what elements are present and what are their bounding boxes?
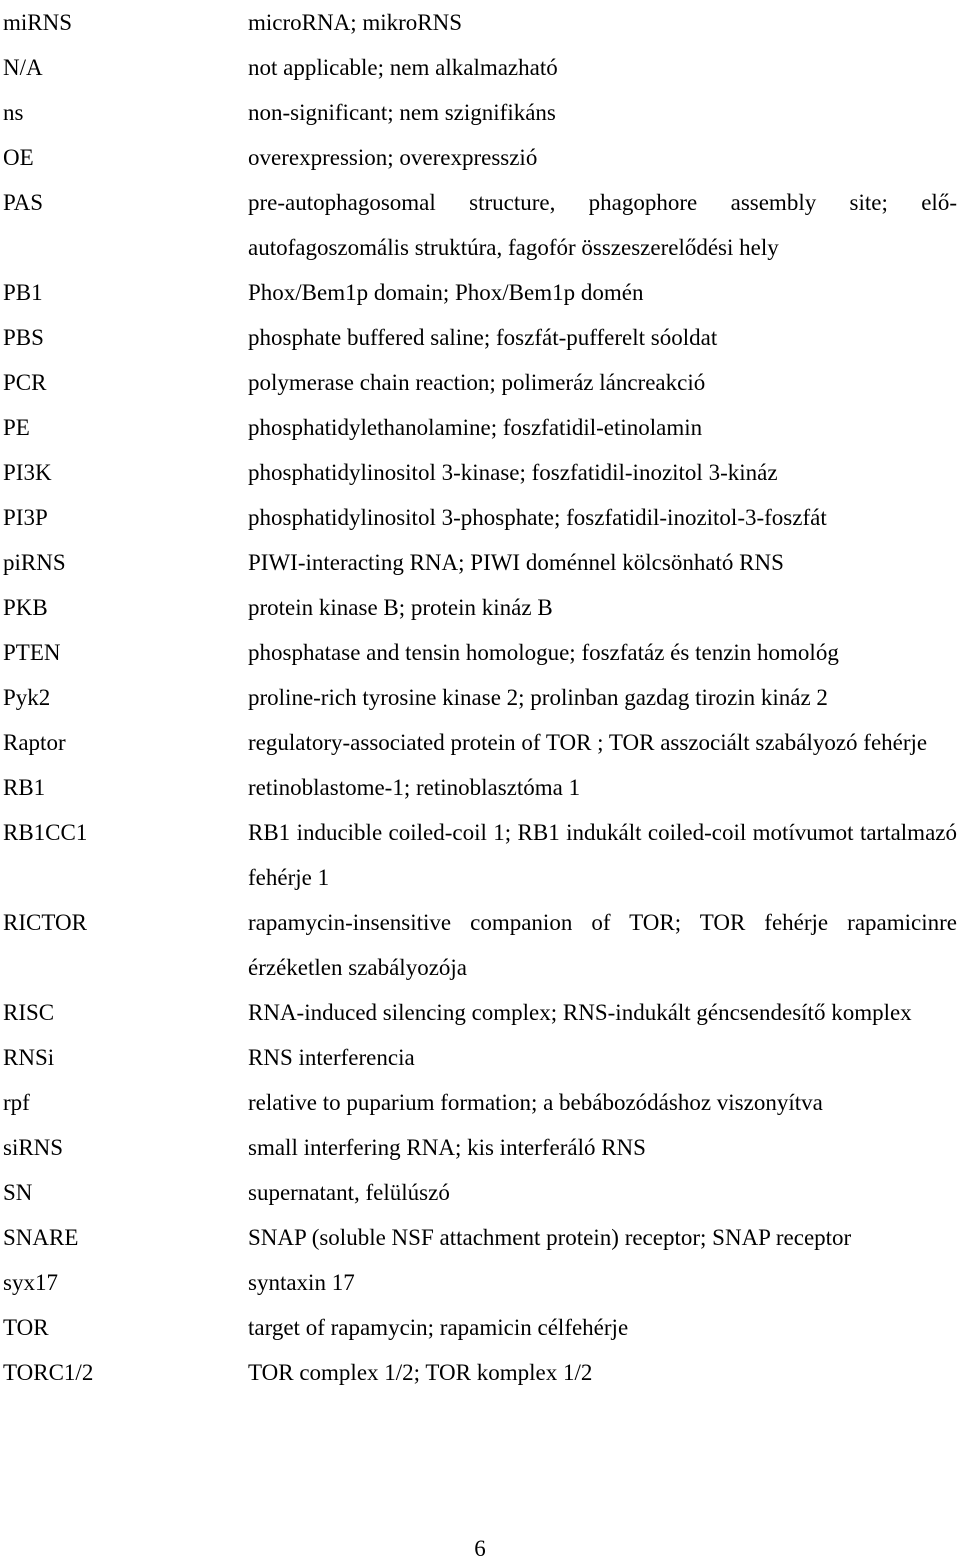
abbreviation: RNSi xyxy=(3,1045,55,1070)
definition: microRNA; mikroRNS xyxy=(248,10,463,35)
abbreviation: piRNS xyxy=(3,550,66,575)
definition: relative to puparium formation; a bebábozódáshoz viszonyítva xyxy=(248,1090,823,1115)
abbreviation: ns xyxy=(3,100,24,125)
list-item xyxy=(0,1035,960,1080)
definition: non-significant; nem szignifikáns xyxy=(248,100,556,125)
list-item xyxy=(0,405,960,450)
definition: RNA-induced silencing complex; RNS-indukált géncsendesítő komplex xyxy=(248,1000,912,1025)
list-item xyxy=(0,675,960,720)
list-item xyxy=(0,810,960,900)
abbreviation: syx17 xyxy=(3,1270,58,1295)
definition: Phox/Bem1p domain; Phox/Bem1p domén xyxy=(248,280,644,305)
definition: not applicable; nem alkalmazható xyxy=(248,55,558,80)
abbreviation: rpf xyxy=(3,1090,30,1115)
abbreviation: OE xyxy=(3,145,34,170)
abbreviation: PB1 xyxy=(3,280,43,305)
abbreviation: TORC1/2 xyxy=(3,1360,94,1385)
definition: phosphatidylinositol 3-phosphate; foszfatidil-inozitol-3-foszfát xyxy=(248,505,827,530)
list-item xyxy=(0,720,960,765)
list-item xyxy=(0,135,960,180)
definition: target of rapamycin; rapamicin célfehérje xyxy=(248,1315,629,1340)
list-item xyxy=(0,1260,960,1305)
abbreviation: RB1CC1 xyxy=(3,820,88,845)
list-item xyxy=(0,450,960,495)
definition: phosphate buffered saline; foszfát-pufferelt sóoldat xyxy=(248,325,718,350)
abbreviation: PAS xyxy=(3,190,44,215)
definition: syntaxin 17 xyxy=(248,1270,355,1295)
list-item xyxy=(0,495,960,540)
definition: phosphatase and tensin homologue; foszfatáz és tenzin homológ xyxy=(248,640,839,665)
list-item xyxy=(0,585,960,630)
definition: polymerase chain reaction; polimeráz láncreakció xyxy=(248,370,706,395)
definition: TOR complex 1/2; TOR komplex 1/2 xyxy=(248,1360,593,1385)
list-item xyxy=(0,1305,960,1350)
abbreviation: TOR xyxy=(3,1315,49,1340)
definition: retinoblastome-1; retinoblasztóma 1 xyxy=(248,775,581,800)
list-item xyxy=(0,180,960,270)
list-item xyxy=(0,1215,960,1260)
list-item xyxy=(0,0,960,45)
abbreviation: PBS xyxy=(3,325,44,350)
abbreviation: RB1 xyxy=(3,775,46,800)
abbreviation: Pyk2 xyxy=(3,685,51,710)
abbreviation: N/A xyxy=(3,55,43,80)
definition: overexpression; overexpresszió xyxy=(248,145,538,170)
list-item xyxy=(0,360,960,405)
abbreviation: PKB xyxy=(3,595,48,620)
abbreviation: miRNS xyxy=(3,10,73,35)
definition: SNAP (soluble NSF attachment protein) receptor; SNAP receptor xyxy=(248,1225,852,1250)
list-item xyxy=(0,1170,960,1215)
definition: phosphatidylinositol 3-kinase; foszfatidil-inozitol 3-kináz xyxy=(248,460,778,485)
abbreviation: RISC xyxy=(3,1000,55,1025)
abbreviation: PI3P xyxy=(3,505,48,530)
list-item xyxy=(0,630,960,675)
list-item xyxy=(0,900,960,990)
list-item xyxy=(0,540,960,585)
list-item xyxy=(0,765,960,810)
list-item xyxy=(0,990,960,1035)
abbreviation: PCR xyxy=(3,370,47,395)
abbreviation: SNARE xyxy=(3,1225,79,1250)
page-number: 6 xyxy=(474,1536,486,1561)
definition: phosphatidylethanolamine; foszfatidil-etinolamin xyxy=(248,415,703,440)
definition: proline-rich tyrosine kinase 2; prolinban gazdag tirozin kináz 2 xyxy=(248,685,828,710)
list-item xyxy=(0,1350,960,1395)
abbreviation: PE xyxy=(3,415,30,440)
list-item xyxy=(0,90,960,135)
list-item xyxy=(0,1125,960,1170)
list-item xyxy=(0,270,960,315)
list-item xyxy=(0,45,960,90)
definition: RB1 inducible coiled-coil 1; RB1 indukált coiled-coil motívumot tartalmazó fehérje 1 xyxy=(248,820,957,890)
definition: PIWI-interacting RNA; PIWI doménnel kölcsönható RNS xyxy=(248,550,784,575)
list-item xyxy=(0,1080,960,1125)
definition: pre-autophagosomal structure, phagophore assembly site; elő-autofagoszomális struktúra, fagofór összeszerelődési hely xyxy=(248,190,957,260)
abbreviation: Raptor xyxy=(3,730,66,755)
list-item xyxy=(0,315,960,360)
definition: regulatory-associated protein of TOR ; TOR asszociált szabályozó fehérje xyxy=(248,730,928,755)
abbreviation: RICTOR xyxy=(3,910,87,935)
abbreviation: siRNS xyxy=(3,1135,64,1160)
abbreviation: PTEN xyxy=(3,640,61,665)
definition: supernatant, felülúszó xyxy=(248,1180,450,1205)
abbreviation: SN xyxy=(3,1180,33,1205)
definition: rapamycin-insensitive companion of TOR; TOR fehérje rapamicinre érzéketlen szabályozója xyxy=(248,910,957,980)
definition: RNS interferencia xyxy=(248,1045,415,1070)
definition: small interfering RNA; kis interferáló RNS xyxy=(248,1135,646,1160)
abbreviation: PI3K xyxy=(3,460,52,485)
definition: protein kinase B; protein kináz B xyxy=(248,595,553,620)
